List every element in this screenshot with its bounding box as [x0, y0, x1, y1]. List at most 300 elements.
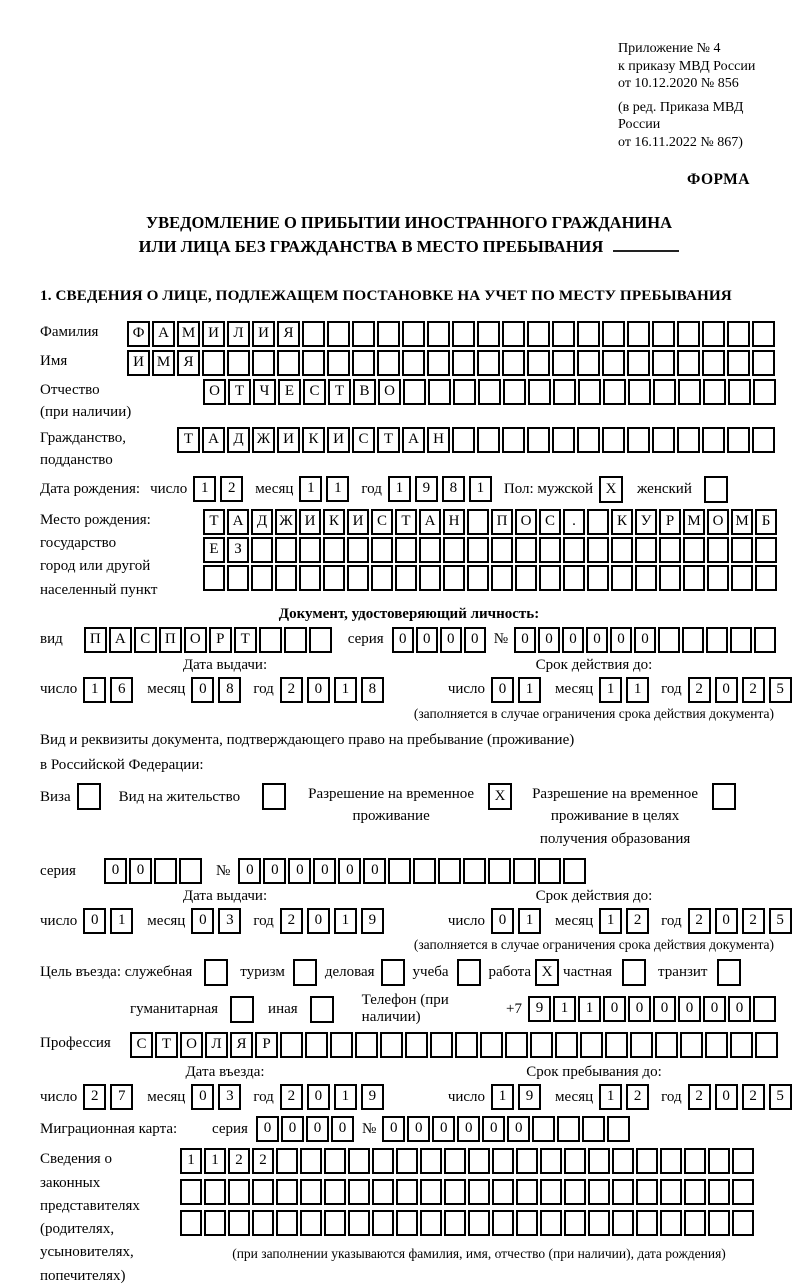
char-box: А	[227, 509, 249, 535]
char-box	[277, 350, 300, 376]
char-box	[259, 627, 282, 653]
birth-month-boxes	[299, 476, 353, 502]
char-box: У	[635, 509, 657, 535]
char-box	[708, 1210, 730, 1236]
residence-permit-checkbox	[262, 783, 286, 810]
birth-place-row1-boxes	[203, 509, 779, 535]
char-box	[463, 858, 486, 884]
char-box	[588, 1148, 610, 1174]
char-box: Я	[277, 321, 300, 347]
char-box: 0	[392, 627, 414, 653]
resid-issue-year-label: год	[253, 912, 274, 929]
char-box: М	[177, 321, 200, 347]
doc-issue-day-boxes	[83, 677, 137, 703]
doc-valid-month-label: месяц	[555, 681, 594, 698]
char-box	[488, 858, 511, 884]
char-box	[251, 565, 273, 591]
char-box	[413, 858, 436, 884]
char-box: 2	[742, 677, 765, 703]
representatives-boxes	[180, 1148, 778, 1262]
resid-valid-year-boxes	[688, 908, 796, 934]
char-box	[492, 1210, 514, 1236]
char-box	[636, 1148, 658, 1174]
doc-dates-row	[40, 677, 784, 703]
resid-valid-until-label: Срок действия до:	[535, 888, 653, 905]
char-box	[276, 1148, 298, 1174]
char-box	[402, 350, 425, 376]
char-box	[427, 350, 450, 376]
char-box	[727, 350, 750, 376]
char-box	[563, 537, 585, 563]
char-box: К	[611, 509, 633, 535]
char-box: 1	[326, 476, 349, 502]
purpose-official-label: Цель въезда: служебная	[40, 964, 193, 981]
char-box	[564, 1179, 586, 1205]
char-box	[707, 537, 729, 563]
char-box	[348, 1210, 370, 1236]
char-box: 2	[280, 908, 303, 934]
entry-dates-row	[40, 1084, 784, 1110]
char-box: К	[323, 509, 345, 535]
char-box	[602, 350, 625, 376]
birth-place-row	[40, 509, 778, 602]
char-box	[577, 350, 600, 376]
char-box	[372, 1179, 394, 1205]
entry-month-boxes	[191, 1084, 245, 1110]
char-box: 0	[634, 627, 656, 653]
representatives-note: (при заполнении указываются фамилия, имя, отчество (при наличии), дата рождения)	[232, 1246, 726, 1262]
char-box: 9	[528, 996, 551, 1022]
patronymic-label: Отчество (при наличии)	[40, 381, 132, 421]
entry-month-label: месяц	[147, 1088, 186, 1105]
resid-valid-day-label: число	[447, 912, 486, 929]
char-box: М	[152, 350, 175, 376]
char-box: С	[539, 509, 561, 535]
char-box: 0	[703, 996, 726, 1022]
char-box	[348, 1148, 370, 1174]
char-box: .	[563, 509, 585, 535]
char-box	[587, 537, 609, 563]
char-box: М	[683, 509, 705, 535]
mig-seriya-label: серия	[212, 1120, 248, 1137]
char-box: 1	[334, 1084, 357, 1110]
char-box	[680, 1032, 703, 1058]
char-box: 0	[538, 627, 560, 653]
char-box	[582, 1116, 605, 1142]
char-box	[635, 565, 657, 591]
char-box: 0	[457, 1116, 480, 1142]
char-box	[468, 1210, 490, 1236]
resid-valid-note: (заполняется в случае ограничения срока действия документа)	[413, 937, 774, 953]
char-box	[515, 565, 537, 591]
char-box: 6	[110, 677, 133, 703]
order-line: к приказу МВД России	[618, 58, 756, 74]
char-box	[276, 1179, 298, 1205]
sex-male-checkbox: X	[599, 476, 623, 503]
char-box	[727, 427, 750, 453]
profession-row	[40, 1032, 778, 1058]
char-box	[603, 379, 626, 405]
birth-date-row	[40, 476, 778, 503]
char-box	[755, 1032, 778, 1058]
char-box: 0	[313, 858, 336, 884]
char-box	[443, 537, 465, 563]
char-box	[444, 1179, 466, 1205]
char-box	[538, 858, 561, 884]
char-box	[347, 537, 369, 563]
char-box: 1	[518, 908, 541, 934]
char-box: 1	[599, 677, 622, 703]
char-box: 0	[482, 1116, 505, 1142]
char-box	[430, 1032, 453, 1058]
legal-reference-block	[618, 40, 778, 151]
doc-issue-year-boxes	[280, 677, 388, 703]
char-box	[420, 1148, 442, 1174]
char-box: А	[109, 627, 132, 653]
purpose-business-label: деловая	[324, 964, 375, 981]
char-box: 1	[469, 476, 492, 502]
resid-number-boxes	[238, 858, 588, 884]
char-box	[275, 537, 297, 563]
char-box	[628, 379, 651, 405]
char-box: 8	[361, 677, 384, 703]
char-box	[396, 1179, 418, 1205]
birth-year-boxes	[388, 476, 496, 502]
char-box	[455, 1032, 478, 1058]
purpose-study-label: учеба	[412, 964, 449, 981]
char-box: 0	[288, 858, 311, 884]
char-box: Ф	[127, 321, 150, 347]
char-box	[708, 1179, 730, 1205]
char-box	[252, 1210, 274, 1236]
char-box: 1	[578, 996, 601, 1022]
char-box	[300, 1210, 322, 1236]
char-box	[372, 1148, 394, 1174]
char-box: И	[202, 321, 225, 347]
birth-day-boxes	[193, 476, 247, 502]
char-box: 0	[83, 908, 106, 934]
char-box: 0	[338, 858, 361, 884]
temp-permit-label: Разрешение на временное проживание	[308, 785, 475, 825]
char-box: 0	[363, 858, 386, 884]
char-box	[627, 427, 650, 453]
char-box: 0	[678, 996, 701, 1022]
char-box	[252, 1179, 274, 1205]
char-box: 1	[553, 996, 576, 1022]
char-box: Л	[227, 321, 250, 347]
char-box: О	[707, 509, 729, 535]
char-box: Р	[659, 509, 681, 535]
char-box	[755, 537, 777, 563]
char-box	[492, 1179, 514, 1205]
doc-issue-date-label: Дата выдачи:	[182, 656, 268, 673]
char-box	[371, 565, 393, 591]
char-box	[653, 379, 676, 405]
entry-date-label: Дата въезда:	[185, 1064, 265, 1081]
char-box	[588, 1210, 610, 1236]
char-box: 0	[715, 908, 738, 934]
char-box	[305, 1032, 328, 1058]
purpose-private-label: частная	[563, 964, 613, 981]
char-box: Е	[278, 379, 301, 405]
char-box: 2	[688, 1084, 711, 1110]
char-box: 0	[562, 627, 584, 653]
char-box: 2	[228, 1148, 250, 1174]
stay-month-label: месяц	[555, 1088, 594, 1105]
char-box	[505, 1032, 528, 1058]
char-box	[352, 321, 375, 347]
title-blank-underline	[613, 238, 679, 252]
char-box: З	[227, 537, 249, 563]
char-box: 0	[491, 677, 514, 703]
char-box	[578, 379, 601, 405]
char-box: Я	[230, 1032, 253, 1058]
char-box	[539, 565, 561, 591]
birth-month-label: месяц	[255, 480, 294, 497]
char-box	[452, 321, 475, 347]
char-box: 1	[334, 677, 357, 703]
char-box	[528, 379, 551, 405]
migration-card-label: Миграционная карта:	[40, 1120, 178, 1137]
char-box	[731, 565, 753, 591]
char-box	[492, 1148, 514, 1174]
char-box	[752, 427, 775, 453]
char-box	[587, 509, 609, 535]
char-box	[395, 565, 417, 591]
char-box	[708, 1148, 730, 1174]
doc-valid-year-label: год	[661, 681, 682, 698]
doc-issue-day-label: число	[40, 681, 78, 698]
resid-issue-date-label: Дата выдачи:	[182, 888, 268, 905]
char-box: И	[127, 350, 150, 376]
char-box	[324, 1210, 346, 1236]
char-box	[636, 1179, 658, 1205]
purpose-official-checkbox	[204, 959, 228, 986]
char-box	[280, 1032, 303, 1058]
char-box: 0	[306, 1116, 329, 1142]
resid-issue-day-boxes	[83, 908, 137, 934]
char-box: 1	[193, 476, 216, 502]
stay-until-label: Срок пребывания до:	[526, 1064, 662, 1081]
char-box	[754, 627, 776, 653]
char-box	[611, 565, 633, 591]
char-box	[516, 1148, 538, 1174]
char-box	[552, 321, 575, 347]
char-box: 0	[432, 1116, 455, 1142]
char-box	[555, 1032, 578, 1058]
char-box	[660, 1179, 682, 1205]
stay-day-label: число	[447, 1088, 486, 1105]
representatives-row2-boxes	[180, 1179, 778, 1205]
char-box: 7	[110, 1084, 133, 1110]
representatives-label: Сведения о законных представителях (родителях, усыновителях, попечителях)	[40, 1151, 140, 1284]
char-box	[478, 379, 501, 405]
representatives-row	[40, 1148, 778, 1288]
char-box	[377, 321, 400, 347]
mig-number-boxes	[382, 1116, 632, 1142]
char-box	[515, 537, 537, 563]
char-box	[732, 1148, 754, 1174]
char-box: Е	[203, 537, 225, 563]
purpose-work-checkbox: X	[535, 959, 559, 986]
char-box: П	[159, 627, 182, 653]
char-box: 0	[416, 627, 438, 653]
edu-permit-checkbox	[712, 783, 736, 810]
char-box: А	[202, 427, 225, 453]
surname-row	[40, 321, 778, 347]
char-box	[702, 321, 725, 347]
char-box	[753, 996, 776, 1022]
char-box	[677, 350, 700, 376]
phone-prefix: +7	[506, 1000, 522, 1017]
char-box	[658, 627, 680, 653]
char-box: 2	[280, 1084, 303, 1110]
char-box	[732, 1210, 754, 1236]
char-box	[577, 427, 600, 453]
resid-issue-year-boxes	[280, 908, 388, 934]
char-box	[324, 1148, 346, 1174]
name-boxes	[127, 350, 777, 376]
char-box	[677, 427, 700, 453]
char-box	[564, 1210, 586, 1236]
char-box	[607, 1116, 630, 1142]
char-box: 9	[518, 1084, 541, 1110]
char-box	[438, 858, 461, 884]
char-box: О	[515, 509, 537, 535]
char-box	[491, 537, 513, 563]
char-box	[396, 1210, 418, 1236]
char-box: Т	[228, 379, 251, 405]
char-box	[330, 1032, 353, 1058]
char-box: 1	[83, 677, 106, 703]
char-box	[377, 350, 400, 376]
appendix-line: Приложение № 4	[618, 41, 721, 56]
resid-issue-day-label: число	[40, 912, 78, 929]
char-box	[405, 1032, 428, 1058]
char-box: 2	[742, 1084, 765, 1110]
char-box: 1	[518, 677, 541, 703]
char-box	[530, 1032, 553, 1058]
char-box: 0	[281, 1116, 304, 1142]
char-box: 0	[307, 908, 330, 934]
char-box	[180, 1210, 202, 1236]
doc-seriya-label: серия	[347, 631, 384, 648]
char-box	[371, 537, 393, 563]
char-box: Ж	[252, 427, 275, 453]
char-box	[202, 350, 225, 376]
char-box	[652, 427, 675, 453]
permit-type-row	[40, 783, 778, 851]
char-box	[602, 427, 625, 453]
char-box	[611, 537, 633, 563]
resid-valid-month-boxes	[599, 908, 653, 934]
char-box: Т	[177, 427, 200, 453]
char-box	[467, 537, 489, 563]
char-box	[683, 565, 705, 591]
char-box: 2	[83, 1084, 106, 1110]
char-box	[419, 537, 441, 563]
char-box: 0	[514, 627, 536, 653]
char-box	[553, 379, 576, 405]
char-box	[251, 537, 273, 563]
residence-permit-label: Вид на жительство	[118, 788, 241, 805]
char-box: 1	[334, 908, 357, 934]
char-box	[540, 1210, 562, 1236]
char-box: Т	[203, 509, 225, 535]
char-box	[516, 1179, 538, 1205]
entry-year-boxes	[280, 1084, 388, 1110]
resid-valid-day-boxes	[491, 908, 545, 934]
char-box: 9	[361, 1084, 384, 1110]
doc-type-boxes	[84, 627, 334, 653]
purpose-transit-checkbox	[717, 959, 741, 986]
char-box: 0	[191, 908, 214, 934]
char-box	[540, 1148, 562, 1174]
char-box	[605, 1032, 628, 1058]
birth-place-row3-boxes	[203, 565, 779, 591]
edition-date-line: от 16.11.2022 № 867)	[618, 134, 743, 150]
char-box: К	[302, 427, 325, 453]
char-box	[154, 858, 177, 884]
char-box	[730, 627, 752, 653]
char-box	[453, 379, 476, 405]
temp-permit-checkbox: X	[488, 783, 512, 810]
birth-year-label: год	[361, 480, 382, 497]
char-box	[705, 1032, 728, 1058]
char-box: Т	[155, 1032, 178, 1058]
citizenship-boxes	[177, 427, 777, 453]
representatives-row3-boxes	[180, 1210, 778, 1236]
char-box	[347, 565, 369, 591]
char-box: А	[152, 321, 175, 347]
resid-seriya-label: серия	[40, 862, 76, 879]
char-box	[684, 1210, 706, 1236]
char-box: С	[303, 379, 326, 405]
char-box	[659, 565, 681, 591]
char-box: Д	[251, 509, 273, 535]
char-box	[452, 350, 475, 376]
resid-doc-paragraph: Вид и реквизиты документа, подтверждающего право на пребывание (проживание) в Российской Федерации:	[40, 731, 575, 774]
patronymic-boxes	[203, 379, 778, 405]
entry-day-boxes	[83, 1084, 137, 1110]
char-box: Н	[443, 509, 465, 535]
char-box: Ж	[275, 509, 297, 535]
doc-issue-month-boxes	[191, 677, 245, 703]
char-box	[502, 321, 525, 347]
char-box: 0	[715, 677, 738, 703]
char-box: 0	[728, 996, 751, 1022]
identity-doc-heading: Документ, удостоверяющий личность:	[278, 605, 540, 622]
char-box: 2	[688, 677, 711, 703]
name-row	[40, 350, 778, 376]
char-box	[728, 379, 751, 405]
char-box: И	[299, 509, 321, 535]
form-title-line1: УВЕДОМЛЕНИЕ О ПРИБЫТИИ ИНОСТРАННОГО ГРАЖДАНИНА	[145, 213, 673, 232]
profession-boxes	[130, 1032, 780, 1058]
purpose-business-checkbox	[381, 959, 405, 986]
char-box: И	[327, 427, 350, 453]
char-box	[327, 321, 350, 347]
char-box: 0	[307, 1084, 330, 1110]
resid-doc-series-row	[40, 858, 778, 884]
char-box	[532, 1116, 555, 1142]
char-box: 0	[491, 908, 514, 934]
char-box	[587, 565, 609, 591]
char-box: 1	[599, 908, 622, 934]
char-box	[327, 350, 350, 376]
purpose-private-checkbox	[622, 959, 646, 986]
char-box	[612, 1148, 634, 1174]
